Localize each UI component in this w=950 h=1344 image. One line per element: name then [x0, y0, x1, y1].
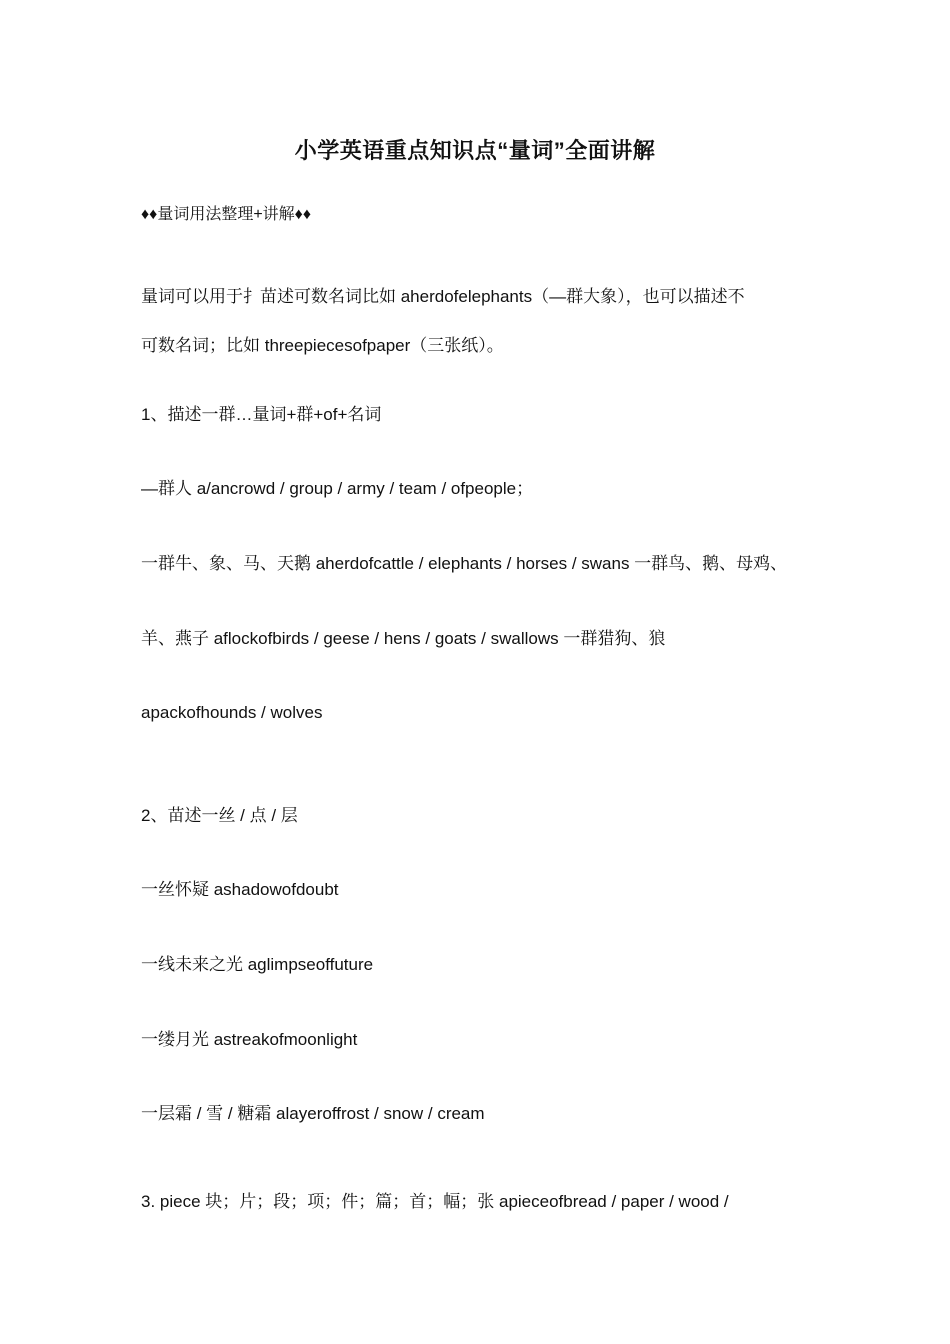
section-2-line-2: 一线未来之光 aglimpseoffuture: [141, 955, 374, 974]
section-2-line-3: 一缕月光 astreakofmoonlight: [141, 1030, 358, 1049]
section-2-line-4: 一层霜 / 雪 / 糖霜 alayeroffrost / snow / cream: [141, 1104, 485, 1123]
section-1-line-1: —群人 a/ancrowd / group / army / team / ofpeople；: [141, 479, 534, 498]
section-1-line-4: apackofhounds / wolves: [141, 703, 323, 722]
section-1-heading: 1、描述一群…量词+群+of+名词: [141, 405, 382, 424]
intro-paragraph-line-1: 量词可以用于扌苗述可数名词比如 aherdofelephants（—群大象），也可以描述不: [141, 287, 745, 306]
section-2-line-1: 一丝怀疑 ashadowofdoubt: [141, 880, 339, 899]
section-3-line-1: 3. piece 块；片；段；项；件；篇；首；幅；张 apieceofbread / paper / wood /: [141, 1192, 729, 1211]
document-title: 小学英语重点知识点“量词”全面讲解: [294, 138, 656, 163]
intro-paragraph-line-2: 可数名词；比如 threepiecesofpaper（三张纸）。: [141, 336, 504, 355]
section-1-line-3: 羊、燕子 aflockofbirds / geese / hens / goats / swallows 一群猎狗、狼: [141, 629, 666, 648]
section-2-heading: 2、苗述一丝 / 点 / 层: [141, 806, 298, 825]
section-1-line-2: 一群牛、象、马、天鹅 aherdofcattle / elephants / horses / swans 一群鸟、鹅、母鸡、: [141, 554, 788, 573]
document-subtitle: ♦♦量词用法整理+讲解♦♦: [141, 206, 312, 223]
